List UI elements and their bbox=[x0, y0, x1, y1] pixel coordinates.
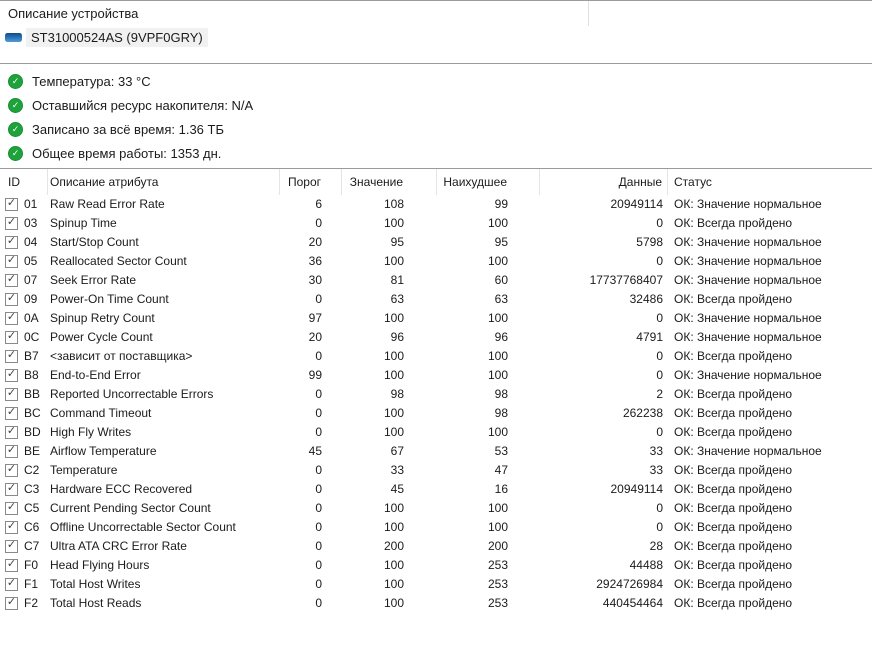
cell-data: 20949114 bbox=[610, 197, 663, 211]
table-row[interactable] bbox=[0, 499, 872, 518]
cell-data: 33 bbox=[649, 463, 663, 477]
attribute-checkbox[interactable] bbox=[5, 540, 18, 553]
table-row[interactable] bbox=[0, 271, 872, 290]
cell-status: ОК: Значение нормальное bbox=[674, 197, 822, 211]
cell-data: 0 bbox=[656, 368, 663, 382]
cell-threshold: 0 bbox=[315, 539, 322, 553]
cell-attribute-name: Head Flying Hours bbox=[50, 558, 150, 572]
cell-status: ОК: Значение нормальное bbox=[674, 444, 822, 458]
green-check-circle-icon bbox=[8, 74, 23, 89]
cell-threshold: 0 bbox=[315, 387, 322, 401]
column-header-status[interactable]: Статус bbox=[674, 175, 712, 189]
device-item[interactable] bbox=[0, 26, 872, 48]
table-row[interactable] bbox=[0, 594, 872, 613]
attribute-id: B7 bbox=[24, 349, 39, 363]
cell-worst: 100 bbox=[487, 368, 508, 382]
cell-attribute-name: Seek Error Rate bbox=[50, 273, 137, 287]
cell-value: 100 bbox=[383, 577, 404, 591]
cell-threshold: 0 bbox=[315, 463, 322, 477]
attribute-id: BD bbox=[24, 425, 41, 439]
cell-attribute-name: Reallocated Sector Count bbox=[50, 254, 187, 268]
cell-value: 100 bbox=[383, 501, 404, 515]
cell-attribute-name: <зависит от поставщика> bbox=[50, 349, 193, 363]
cell-id bbox=[0, 480, 48, 499]
device-list-header-title: Описание устройства bbox=[8, 6, 139, 21]
status-text: Записано за всё время: 1.36 ТБ bbox=[32, 121, 224, 137]
cell-id bbox=[0, 499, 48, 518]
cell-worst: 100 bbox=[487, 254, 508, 268]
cell-id bbox=[0, 556, 48, 575]
attribute-id: C2 bbox=[24, 463, 40, 477]
cell-worst: 100 bbox=[487, 425, 508, 439]
table-row[interactable] bbox=[0, 347, 872, 366]
cell-attribute-name: Total Host Reads bbox=[50, 596, 142, 610]
status-item-remaining-life bbox=[0, 93, 872, 117]
cell-data: 5798 bbox=[636, 235, 663, 249]
cell-data: 0 bbox=[656, 254, 663, 268]
cell-worst: 100 bbox=[487, 311, 508, 325]
cell-threshold: 6 bbox=[315, 197, 322, 211]
cell-value: 33 bbox=[390, 463, 404, 477]
cell-value: 100 bbox=[383, 520, 404, 534]
cell-id bbox=[0, 309, 48, 328]
cell-worst: 53 bbox=[494, 444, 508, 458]
cell-threshold: 99 bbox=[308, 368, 322, 382]
cell-worst: 200 bbox=[487, 539, 508, 553]
health-status-list bbox=[0, 64, 872, 165]
status-item-temperature bbox=[0, 69, 872, 93]
cell-data: 28 bbox=[649, 539, 663, 553]
attribute-checkbox[interactable] bbox=[5, 198, 18, 211]
cell-data: 20949114 bbox=[610, 482, 663, 496]
cell-threshold: 97 bbox=[308, 311, 322, 325]
attribute-checkbox[interactable] bbox=[5, 483, 18, 496]
cell-worst: 253 bbox=[487, 596, 508, 610]
cell-attribute-name: Current Pending Sector Count bbox=[50, 501, 211, 515]
cell-attribute-name: End-to-End Error bbox=[50, 368, 141, 382]
cell-status: ОК: Всегда пройдено bbox=[674, 482, 793, 496]
cell-attribute-name: High Fly Writes bbox=[50, 425, 132, 439]
column-header-data[interactable]: Данные bbox=[540, 169, 668, 195]
cell-id bbox=[0, 366, 48, 385]
cell-value: 100 bbox=[383, 558, 404, 572]
cell-worst: 253 bbox=[487, 577, 508, 591]
cell-threshold: 45 bbox=[308, 444, 322, 458]
cell-worst: 100 bbox=[487, 216, 508, 230]
table-row[interactable] bbox=[0, 290, 872, 309]
attribute-id: 0A bbox=[24, 311, 39, 325]
attribute-checkbox[interactable] bbox=[5, 350, 18, 363]
cell-threshold: 0 bbox=[315, 406, 322, 420]
table-row[interactable] bbox=[0, 537, 872, 556]
cell-attribute-name: Power Cycle Count bbox=[50, 330, 153, 344]
attribute-checkbox[interactable] bbox=[5, 236, 18, 249]
attribute-checkbox[interactable] bbox=[5, 217, 18, 230]
device-list-header bbox=[0, 1, 872, 26]
column-header-attribute[interactable]: Описание атрибута bbox=[48, 169, 280, 195]
attribute-checkbox[interactable] bbox=[5, 464, 18, 477]
cell-id bbox=[0, 575, 48, 594]
cell-status: ОК: Всегда пройдено bbox=[674, 292, 793, 306]
attribute-checkbox[interactable] bbox=[5, 293, 18, 306]
cell-attribute-name: Reported Uncorrectable Errors bbox=[50, 387, 214, 401]
attribute-checkbox[interactable] bbox=[5, 521, 18, 534]
column-header-threshold[interactable]: Порог bbox=[280, 169, 342, 195]
cell-value: 100 bbox=[383, 406, 404, 420]
cell-status: ОК: Всегда пройдено bbox=[674, 520, 793, 534]
status-text: Общее время работы: 1353 дн. bbox=[32, 145, 222, 161]
cell-worst: 63 bbox=[494, 292, 508, 306]
cell-data: 17737768407 bbox=[589, 273, 663, 287]
status-text: Температура: 33 °C bbox=[32, 73, 151, 89]
cell-value: 100 bbox=[383, 254, 404, 268]
cell-attribute-name: Power-On Time Count bbox=[50, 292, 169, 306]
cell-id bbox=[0, 461, 48, 480]
cell-data: 2 bbox=[656, 387, 663, 401]
cell-threshold: 36 bbox=[308, 254, 322, 268]
cell-value: 96 bbox=[390, 330, 404, 344]
cell-threshold: 0 bbox=[315, 349, 322, 363]
cell-threshold: 0 bbox=[315, 577, 322, 591]
attribute-checkbox[interactable] bbox=[5, 597, 18, 610]
cell-value: 200 bbox=[383, 539, 404, 553]
cell-threshold: 0 bbox=[315, 216, 322, 230]
table-row[interactable] bbox=[0, 328, 872, 347]
attribute-id: 09 bbox=[24, 292, 38, 306]
cell-data: 0 bbox=[656, 520, 663, 534]
header-column-divider bbox=[588, 1, 589, 26]
cell-worst: 98 bbox=[494, 387, 508, 401]
cell-attribute-name: Start/Stop Count bbox=[50, 235, 139, 249]
cell-attribute-name: Hardware ECC Recovered bbox=[50, 482, 193, 496]
cell-attribute-name: Total Host Writes bbox=[50, 577, 141, 591]
cell-attribute-name: Raw Read Error Rate bbox=[50, 197, 165, 211]
cell-threshold: 0 bbox=[315, 520, 322, 534]
attribute-id: C7 bbox=[24, 539, 40, 553]
cell-status: ОК: Всегда пройдено bbox=[674, 216, 793, 230]
cell-worst: 99 bbox=[494, 197, 508, 211]
cell-id bbox=[0, 423, 48, 442]
column-header-worst[interactable]: Наихудшее bbox=[437, 169, 540, 195]
attribute-id: F0 bbox=[24, 558, 39, 572]
cell-status: ОК: Всегда пройдено bbox=[674, 463, 793, 477]
table-row[interactable] bbox=[0, 480, 872, 499]
cell-status: ОК: Значение нормальное bbox=[674, 254, 822, 268]
attribute-checkbox[interactable] bbox=[5, 559, 18, 572]
attribute-checkbox[interactable] bbox=[5, 407, 18, 420]
cell-id bbox=[0, 537, 48, 556]
cell-data: 0 bbox=[656, 216, 663, 230]
cell-data: 262238 bbox=[622, 406, 663, 420]
green-check-circle-icon bbox=[8, 122, 23, 137]
attribute-id: 0C bbox=[24, 330, 40, 344]
attribute-id: C3 bbox=[24, 482, 40, 496]
attribute-checkbox[interactable] bbox=[5, 331, 18, 344]
cell-data: 0 bbox=[656, 425, 663, 439]
cell-id bbox=[0, 252, 48, 271]
smart-table-body bbox=[0, 195, 872, 613]
attribute-checkbox[interactable] bbox=[5, 388, 18, 401]
smart-table-header bbox=[0, 169, 872, 195]
column-header-id[interactable]: ID bbox=[0, 169, 48, 195]
status-item-total-written bbox=[0, 117, 872, 141]
cell-attribute-name: Airflow Temperature bbox=[50, 444, 157, 458]
cell-worst: 16 bbox=[494, 482, 508, 496]
cell-threshold: 20 bbox=[308, 330, 322, 344]
cell-value: 63 bbox=[390, 292, 404, 306]
attribute-id: 03 bbox=[24, 216, 38, 230]
cell-worst: 100 bbox=[487, 501, 508, 515]
hdd-icon bbox=[5, 33, 22, 42]
cell-data: 0 bbox=[656, 311, 663, 325]
cell-id bbox=[0, 328, 48, 347]
cell-attribute-name: Command Timeout bbox=[50, 406, 152, 420]
cell-worst: 96 bbox=[494, 330, 508, 344]
cell-data: 44488 bbox=[629, 558, 663, 572]
cell-threshold: 0 bbox=[315, 558, 322, 572]
status-text: Оставшийся ресурс накопителя: N/A bbox=[32, 97, 254, 113]
cell-attribute-name: Spinup Retry Count bbox=[50, 311, 155, 325]
cell-threshold: 0 bbox=[315, 501, 322, 515]
cell-value: 98 bbox=[390, 387, 404, 401]
cell-threshold: 0 bbox=[315, 425, 322, 439]
cell-value: 81 bbox=[390, 273, 404, 287]
cell-value: 100 bbox=[383, 216, 404, 230]
cell-worst: 95 bbox=[494, 235, 508, 249]
cell-status: ОК: Значение нормальное bbox=[674, 311, 822, 325]
cell-status: ОК: Всегда пройдено bbox=[674, 596, 793, 610]
cell-id bbox=[0, 385, 48, 404]
cell-status: ОК: Значение нормальное bbox=[674, 235, 822, 249]
table-row[interactable] bbox=[0, 518, 872, 537]
attribute-id: 04 bbox=[24, 235, 38, 249]
cell-value: 100 bbox=[383, 311, 404, 325]
table-row[interactable] bbox=[0, 366, 872, 385]
cell-value: 108 bbox=[383, 197, 404, 211]
cell-id bbox=[0, 233, 48, 252]
table-row[interactable] bbox=[0, 309, 872, 328]
table-row[interactable] bbox=[0, 252, 872, 271]
table-row[interactable] bbox=[0, 461, 872, 480]
attribute-id: BE bbox=[24, 444, 41, 458]
cell-id bbox=[0, 290, 48, 309]
cell-value: 95 bbox=[390, 235, 404, 249]
table-row[interactable] bbox=[0, 556, 872, 575]
cell-id bbox=[0, 404, 48, 423]
cell-worst: 100 bbox=[487, 349, 508, 363]
cell-threshold: 0 bbox=[315, 292, 322, 306]
attribute-checkbox[interactable] bbox=[5, 312, 18, 325]
attribute-id: BC bbox=[24, 406, 41, 420]
cell-data: 440454464 bbox=[602, 596, 663, 610]
cell-worst: 47 bbox=[494, 463, 508, 477]
cell-status: ОК: Всегда пройдено bbox=[674, 501, 793, 515]
cell-id bbox=[0, 195, 48, 214]
table-row[interactable] bbox=[0, 404, 872, 423]
cell-status: ОК: Всегда пройдено bbox=[674, 425, 793, 439]
cell-worst: 253 bbox=[487, 558, 508, 572]
cell-status: ОК: Всегда пройдено bbox=[674, 577, 793, 591]
cell-worst: 98 bbox=[494, 406, 508, 420]
attribute-checkbox[interactable] bbox=[5, 502, 18, 515]
cell-id bbox=[0, 214, 48, 233]
cell-id bbox=[0, 518, 48, 537]
table-row[interactable] bbox=[0, 423, 872, 442]
attribute-id: F1 bbox=[24, 577, 39, 591]
attribute-id: C5 bbox=[24, 501, 40, 515]
table-row[interactable] bbox=[0, 442, 872, 461]
cell-threshold: 20 bbox=[308, 235, 322, 249]
cell-attribute-name: Spinup Time bbox=[50, 216, 117, 230]
cell-data: 4791 bbox=[636, 330, 663, 344]
cell-status: ОК: Всегда пройдено bbox=[674, 406, 793, 420]
attribute-checkbox[interactable] bbox=[5, 578, 18, 591]
attribute-id: C6 bbox=[24, 520, 40, 534]
cell-id bbox=[0, 347, 48, 366]
table-row[interactable] bbox=[0, 233, 872, 252]
attribute-id: 05 bbox=[24, 254, 38, 268]
cell-threshold: 0 bbox=[315, 482, 322, 496]
attribute-checkbox[interactable] bbox=[5, 426, 18, 439]
table-row[interactable] bbox=[0, 195, 872, 214]
column-header-value[interactable]: Значение bbox=[342, 169, 437, 195]
cell-attribute-name: Temperature bbox=[50, 463, 118, 477]
cell-status: ОК: Всегда пройдено bbox=[674, 539, 793, 553]
cell-id bbox=[0, 271, 48, 290]
table-row[interactable] bbox=[0, 214, 872, 233]
status-item-power-on-time bbox=[0, 141, 872, 165]
cell-status: ОК: Всегда пройдено bbox=[674, 387, 793, 401]
cell-worst: 100 bbox=[487, 520, 508, 534]
cell-value: 100 bbox=[383, 368, 404, 382]
cell-status: ОК: Всегда пройдено bbox=[674, 349, 793, 363]
cell-threshold: 30 bbox=[308, 273, 322, 287]
cell-value: 67 bbox=[390, 444, 404, 458]
spacer bbox=[0, 48, 872, 63]
attribute-id: B8 bbox=[24, 368, 39, 382]
cell-status: ОК: Значение нормальное bbox=[674, 330, 822, 344]
cell-status: ОК: Значение нормальное bbox=[674, 273, 822, 287]
table-row[interactable] bbox=[0, 575, 872, 594]
attribute-id: 07 bbox=[24, 273, 38, 287]
device-name[interactable]: ST31000524AS (9VPF0GRY) bbox=[26, 28, 208, 47]
attribute-checkbox[interactable] bbox=[5, 369, 18, 382]
attribute-checkbox[interactable] bbox=[5, 445, 18, 458]
cell-worst: 60 bbox=[494, 273, 508, 287]
table-row[interactable] bbox=[0, 385, 872, 404]
cell-data: 32486 bbox=[629, 292, 663, 306]
attribute-id: 01 bbox=[24, 197, 38, 211]
cell-threshold: 0 bbox=[315, 596, 322, 610]
attribute-id: F2 bbox=[24, 596, 39, 610]
attribute-id: BB bbox=[24, 387, 41, 401]
cell-status: ОК: Всегда пройдено bbox=[674, 558, 793, 572]
cell-data: 2924726984 bbox=[596, 577, 663, 591]
cell-status: ОК: Значение нормальное bbox=[674, 368, 822, 382]
cell-value: 100 bbox=[383, 596, 404, 610]
cell-value: 100 bbox=[383, 349, 404, 363]
green-check-circle-icon bbox=[8, 146, 23, 161]
attribute-checkbox[interactable] bbox=[5, 274, 18, 287]
cell-data: 0 bbox=[656, 349, 663, 363]
cell-data: 33 bbox=[649, 444, 663, 458]
cell-value: 45 bbox=[390, 482, 404, 496]
cell-data: 0 bbox=[656, 501, 663, 515]
cell-value: 100 bbox=[383, 425, 404, 439]
cell-id bbox=[0, 442, 48, 461]
green-check-circle-icon bbox=[8, 98, 23, 113]
cell-attribute-name: Ultra ATA CRC Error Rate bbox=[50, 539, 187, 553]
cell-id bbox=[0, 594, 48, 613]
attribute-checkbox[interactable] bbox=[5, 255, 18, 268]
cell-attribute-name: Offline Uncorrectable Sector Count bbox=[50, 520, 236, 534]
